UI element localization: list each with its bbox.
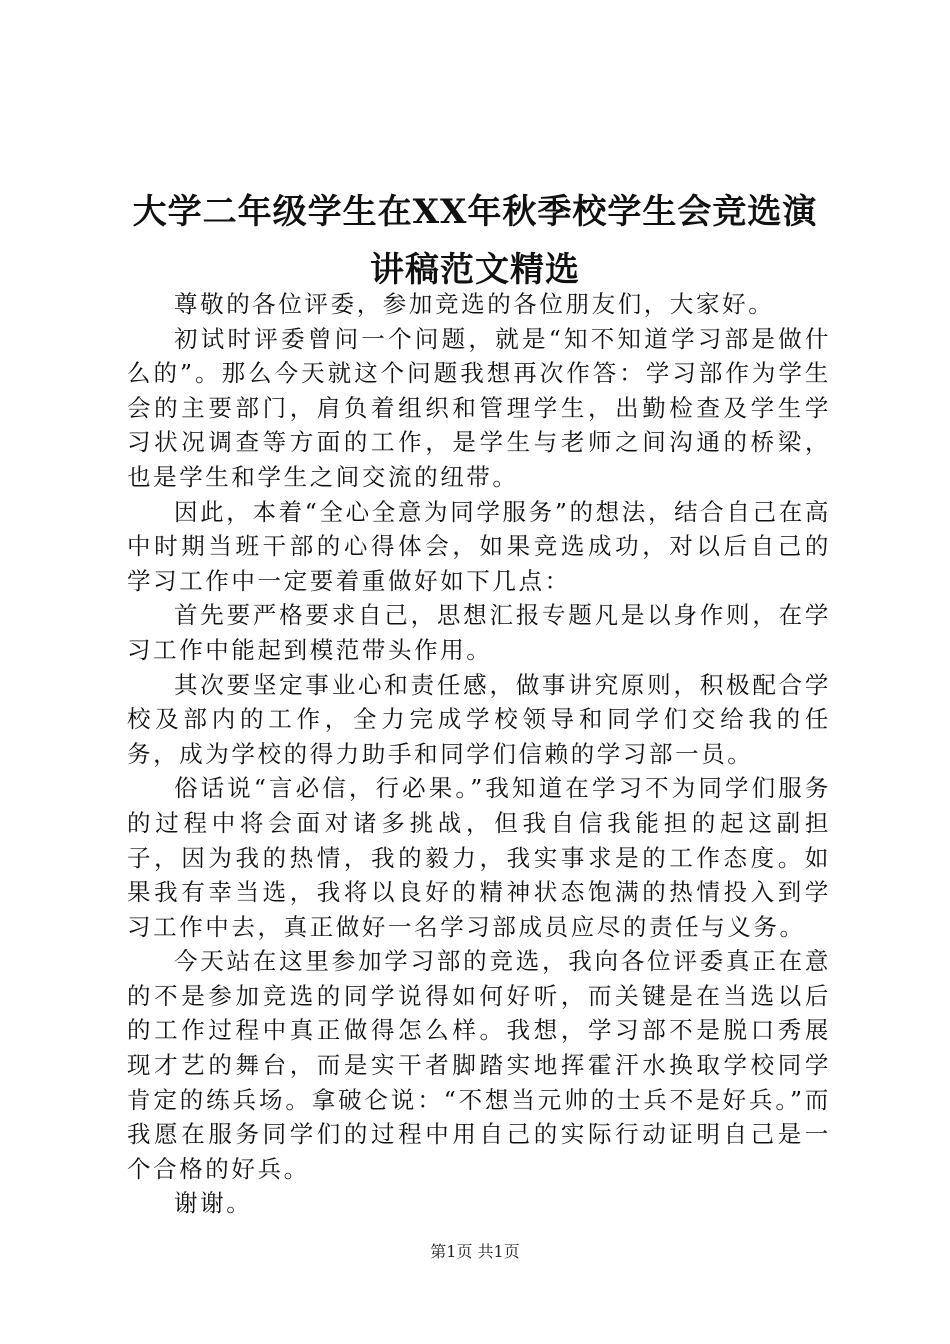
- paragraph-greeting: 尊敬的各位评委，参加竞选的各位朋友们，大家好。: [174, 290, 775, 318]
- paragraph-plan: 因此，本着“全心全意为同学服务”的想法，结合自己在高中时期当班干部的心得体会，如果竞选成功，对以后自己的学习工作中一定要着重做好如下几点：: [127, 497, 831, 595]
- document-title-line-1: 大学二年级学生在XX年秋季校学生会竞选演: [132, 192, 818, 232]
- document-body: [127, 287, 831, 1221]
- paragraph-introduction: 初试时评委曾问一个问题，就是“知不知道学习部是做什么的”。那么今天就这个问题我想再次作答：学习部作为学生会的主要部门，肩负着组织和管理学生，出勤检查及学生学习状况调查等方面的工作，是学生与老师之间沟通的桥梁，也是学生和学生之间交流的纽带。: [127, 324, 831, 491]
- paragraph-point-one: 首先要严格要求自己，思想汇报专题凡是以身作则，在学习工作中能起到模范带头作用。: [127, 601, 831, 664]
- paragraph-conclusion: 今天站在这里参加学习部的竞选，我向各位评委真正在意的不是参加竞选的同学说得如何好听，而关键是在当选以后的工作过程中真正做得怎么样。我想，学习部不是脱口秀展现才艺的舞台，而是实干者脚踏实地挥霍汗水换取学校同学肯定的练兵场。拿破仑说：“不想当元帅的士兵不是好兵。”而我愿在服务同学们的过程中用自己的实际行动证明自己是一个合格的好兵。: [127, 947, 831, 1183]
- document-title-line-2: 讲稿范文精选: [370, 250, 580, 290]
- paragraph-saying: 俗话说“言必信，行必果。”我知道在学习不为同学们服务的过程中将会面对诸多挑战，但我自信我能担的起这副担子，因为我的热情，我的毅力，我实事求是的工作态度。如果我有幸当选，我将以良好的精神状态饱满的热情投入到学习工作中去，真正做好一名学习部成员应尽的责任与义务。: [127, 774, 831, 941]
- paragraph-thanks: 谢谢。: [174, 1189, 253, 1218]
- page-number-footer: 第1页 共1页: [430, 1242, 520, 1261]
- paragraph-point-two: 其次要坚定事业心和责任感，做事讲究原则，积极配合学校及部内的工作，全力完成学校领导和同学们交给我的任务，成为学校的得力助手和同学们信赖的学习部一员。: [127, 670, 831, 768]
